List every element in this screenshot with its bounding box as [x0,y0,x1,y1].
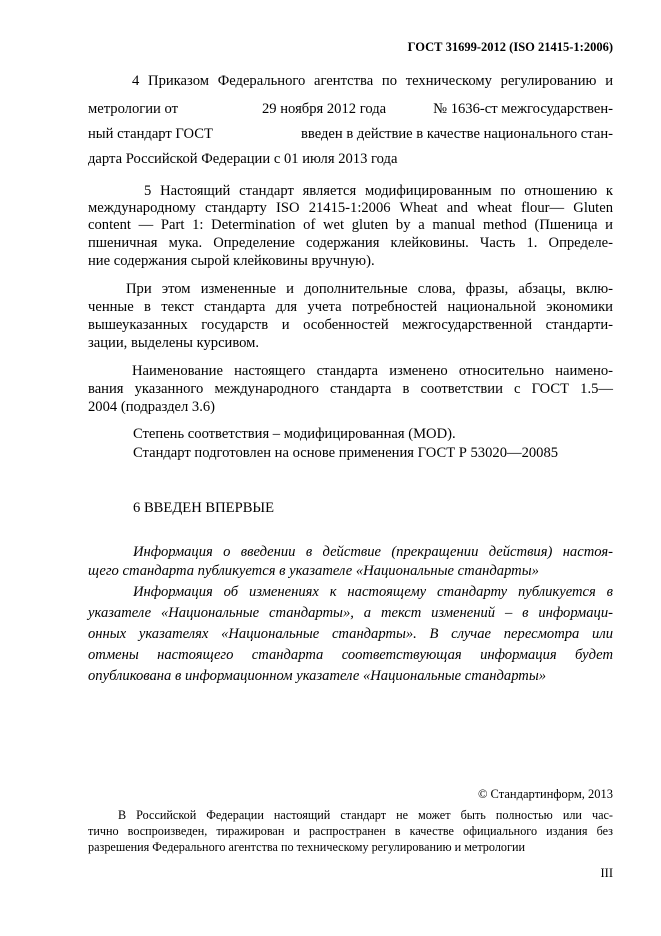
section5-line: вания указанного международного стандарта в соответствии с ГОСТ 1.5— [88,381,613,397]
section5-line: При этом измененные и дополнительные слова, фразы, абзацы, вклю- [126,281,613,297]
page-number: III [600,866,613,880]
section5-line: вышеуказанных государств и особенностей межгосударственной стандарти- [88,317,613,333]
info-line: онных указателях «Национальные стандарты». В случае пересмотра или [88,626,613,642]
section5-line: 5 Настоящий стандарт является модифицированным по отношению к [144,183,613,199]
section5-line: 2004 (подраздел 3.6) [88,399,216,415]
section4-line2 [88,101,613,119]
section5-line: ние содержания сырой клейковины вручную). [88,253,375,269]
section5-line: ченные в текст стандарта для учета потребностей национальной экономики [88,299,613,315]
section4-order-number: № 1636-ст межгосударствен- [433,101,613,117]
footer-notice-line: тично воспроизведен, тиражирован и распространен в качестве официального издания без [88,824,613,838]
info-line: отмены настоящего стандарта соответствующая информация будет [88,647,613,663]
section4-line3-a: ный стандарт ГОСТ [88,126,213,142]
section5-line: Степень соответствия – модифицированная (MOD). [133,426,456,442]
section4-line1: 4 Приказом Федерального агентства по техническому регулированию и [132,73,613,89]
section5-line: Наименование настоящего стандарта изменено относительно наимено- [132,363,613,379]
footer-notice-line: В Российской Федерации настоящий стандарт не может быть полностью или час- [118,808,613,822]
info-line: щего стандарта публикуется в указателе «Национальные стандарты» [88,563,539,579]
standard-designation-header: ГОСТ 31699-2012 (ISO 21415-1:2006) [407,40,613,54]
footer-notice-line: разрешения Федерального агентства по техническому регулированию и метрологии [88,840,526,854]
section6-title: 6 ВВЕДЕН ВПЕРВЫЕ [133,500,275,516]
info-line: Информация об изменениях к настоящему стандарту публикуется в [133,584,613,600]
section5-line: зации, выделены курсивом. [88,335,260,351]
section5-line: пшеничная мука. Определение содержания клейковины. Часть 1. Определе- [88,235,613,251]
section4-line4: дарта Российской Федерации с 01 июля 2013 года [88,151,398,167]
info-line: опубликована в информационном указателе «Национальные стандарты» [88,668,547,684]
info-line: Информация о введении в действие (прекращении действия) настоя- [133,544,613,560]
section4-line2-a: метрологии от [88,101,178,117]
section5-line: международному стандарту ISO 21415-1:2006 Wheat and wheat flour— Gluten [88,200,613,216]
section5-line: Стандарт подготовлен на основе применения ГОСТ Р 53020—20085 [133,445,559,461]
section4-line3-b: введен в действие в качестве национального стан- [301,126,613,142]
section5-line: content — Part 1: Determination of wet gluten by a manual method (Пшеница и [88,217,613,233]
copyright-notice: © Стандартинформ, 2013 [477,787,613,801]
info-line: указателе «Национальные стандарты», а текст изменений – в информаци- [88,605,613,621]
section4-line3 [88,126,613,144]
section4-order-date: 29 ноября 2012 года [262,101,387,117]
